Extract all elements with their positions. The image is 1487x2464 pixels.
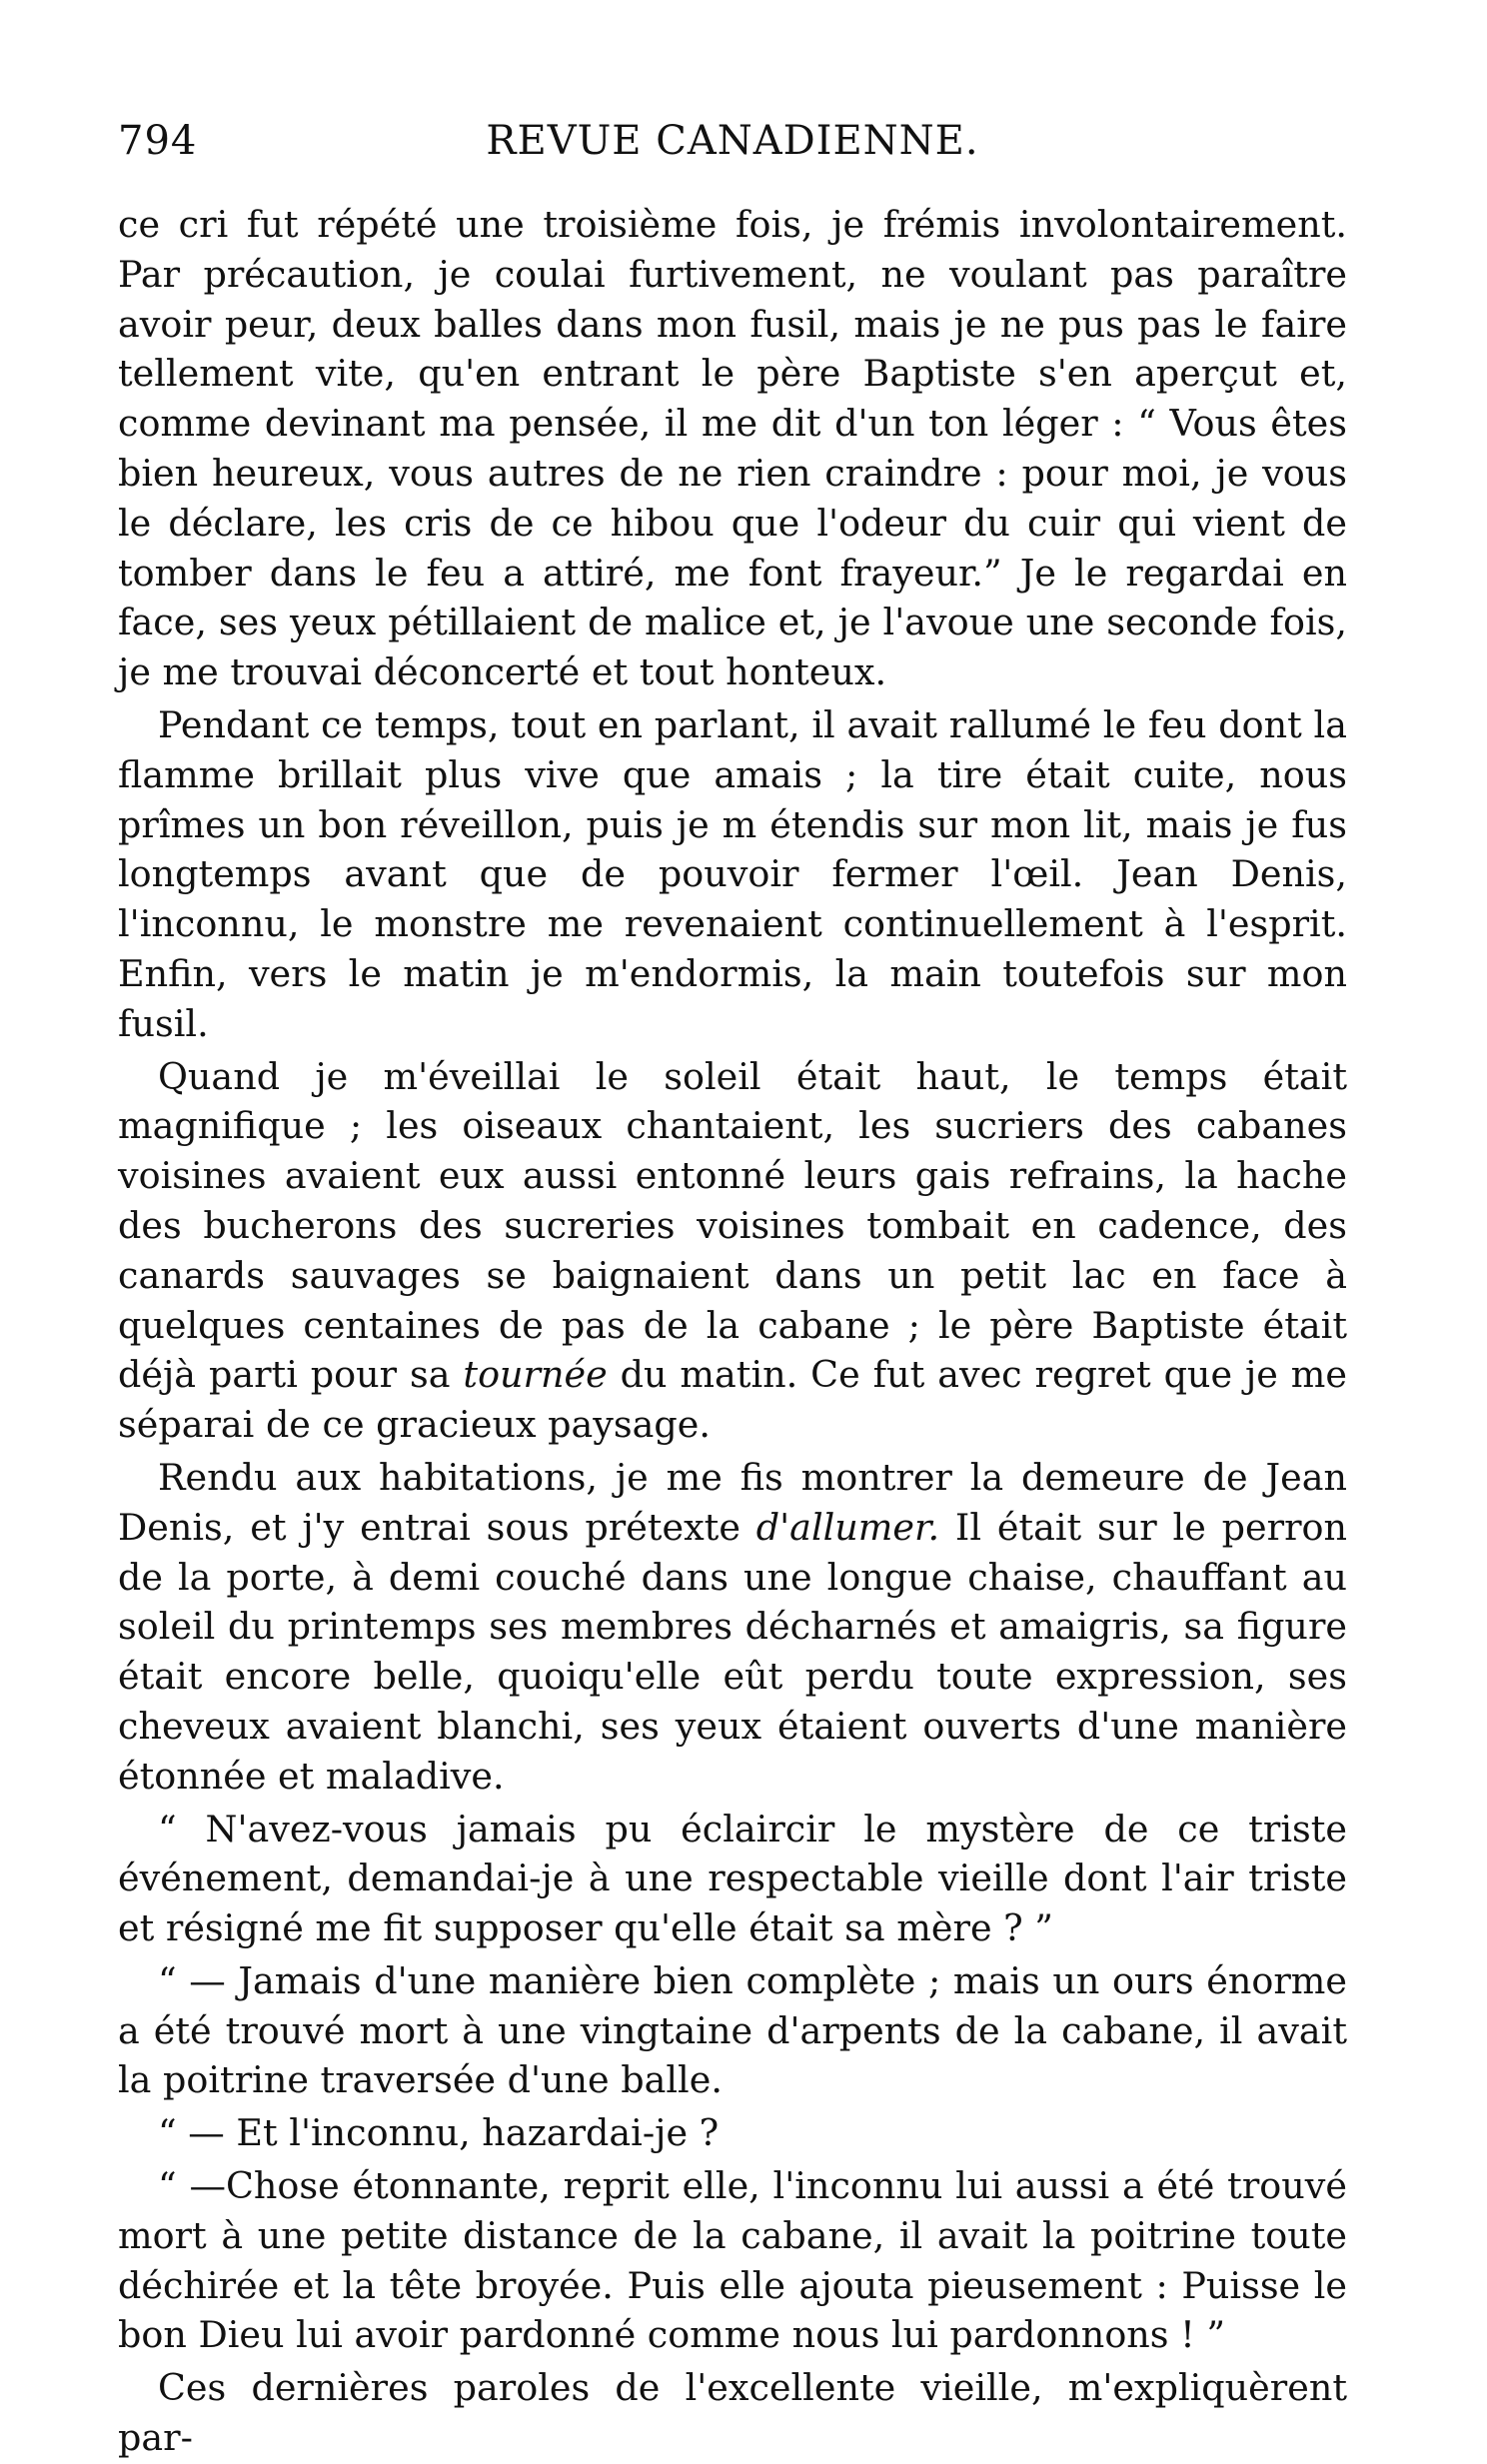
paragraph-text: Il était sur le perron de la porte, à demi couché dans une longue chaise, chauffant au soleil du printemps ses membres décharnés et amaigris, sa figure était encore belle, quoiqu'elle eût perdu toute expression, ses cheveux avaient blanchi, ses yeux étaient ouverts d'une manière étonnée et maladive. xyxy=(118,1505,1348,1798)
running-head: REVUE CANADIENNE. xyxy=(486,118,979,164)
paragraph: Ces dernières paroles de l'excellente vieille, m'expliquèrent par- xyxy=(118,2366,1347,2460)
paragraph: ce cri fut répété une troisième fois, je frémis involontairement. Par précaution, je coulai furtivement, ne voulant pas paraître avoir peur, deux balles dans mon fusil, mais je ne pus pas le faire tellement vite, qu'en entrant le père Baptiste s'en aperçut et, comme devinant ma pensée, il me dit d'un ton léger : “ Vous êtes bien heureux, vous autres de ne rien craindre : pour moi, je vous le déclare, les cris de ce hibou que l'odeur du cuir qui vient de tomber dans le feu a attiré, me font frayeur.” Je le regardai en face, ses yeux pétillaient de malice et, je l'avoue une seconde fois, je me trouvai déconcerté et tout honteux. xyxy=(118,203,1347,694)
paragraph xyxy=(118,1052,1347,1450)
page-number: 794 xyxy=(118,118,198,164)
paragraph-text: du matin. Ce fut avec regret que je me séparai de ce gracieux paysage. xyxy=(118,1353,1347,1447)
paragraph: “ —Chose étonnante, reprit elle, l'inconnu lui aussi a été trouvé mort à une petite distance de la cabane, il avait la poitrine toute déchirée et la tête broyée. Puis elle ajouta pieusement : Puisse le bon Dieu lui avoir pardonné comme nous lui pardonnons ! ” xyxy=(118,2164,1347,2357)
paragraph: Pendant ce temps, tout en parlant, il avait rallumé le feu dont la flamme brillait plus vive que amais ; la tire était cuite, nous prîmes un bon réveillon, puis je m étendis sur mon lit, mais je fus longtemps avant que de pouvoir fermer l'œil. Jean Denis, l'inconnu, le monstre me revenaient continuellement à l'esprit. Enfin, vers le matin je m'endormis, la main toutefois sur mon fusil. xyxy=(118,702,1347,1045)
paragraph: “ N'avez-vous jamais pu éclaircir le mystère de ce triste événement, demandai-je à une respectable vieille dont l'air triste et résigné me fit supposer qu'elle était sa mère ? ” xyxy=(118,1807,1347,1950)
italic-word: tournée xyxy=(463,1353,608,1397)
italic-word: d'allumer. xyxy=(755,1505,940,1549)
paragraph-text: Quand je m'éveillai le soleil était haut, le temps était magnifique ; les oiseaux chantaient, les sucriers des cabanes voisines avaient eux aussi entonné leurs gais refrains, la hache des bucherons des sucreries voisines tombait en cadence, des canards sauvages se baignaient dans un petit lac en face à quelques centaines de pas de la cabane ; le père Baptiste était déjà parti pour sa xyxy=(118,1054,1347,1397)
page-header xyxy=(118,118,1347,178)
body-text xyxy=(118,200,1347,2463)
paragraph xyxy=(118,1453,1347,1802)
paragraph-text: Rendu aux habitations, je me fis montrer la demeure de Jean Denis, et j'y entrai sous prétexte xyxy=(118,1455,1347,1549)
paragraph: “ — Jamais d'une manière bien complète ; mais un ours énorme a été trouvé mort à une vingtaine d'arpents de la cabane, il avait la poitrine traversée d'une balle. xyxy=(118,1958,1347,2102)
paragraph: “ — Et l'inconnu, hazardai-je ? xyxy=(158,2111,720,2155)
